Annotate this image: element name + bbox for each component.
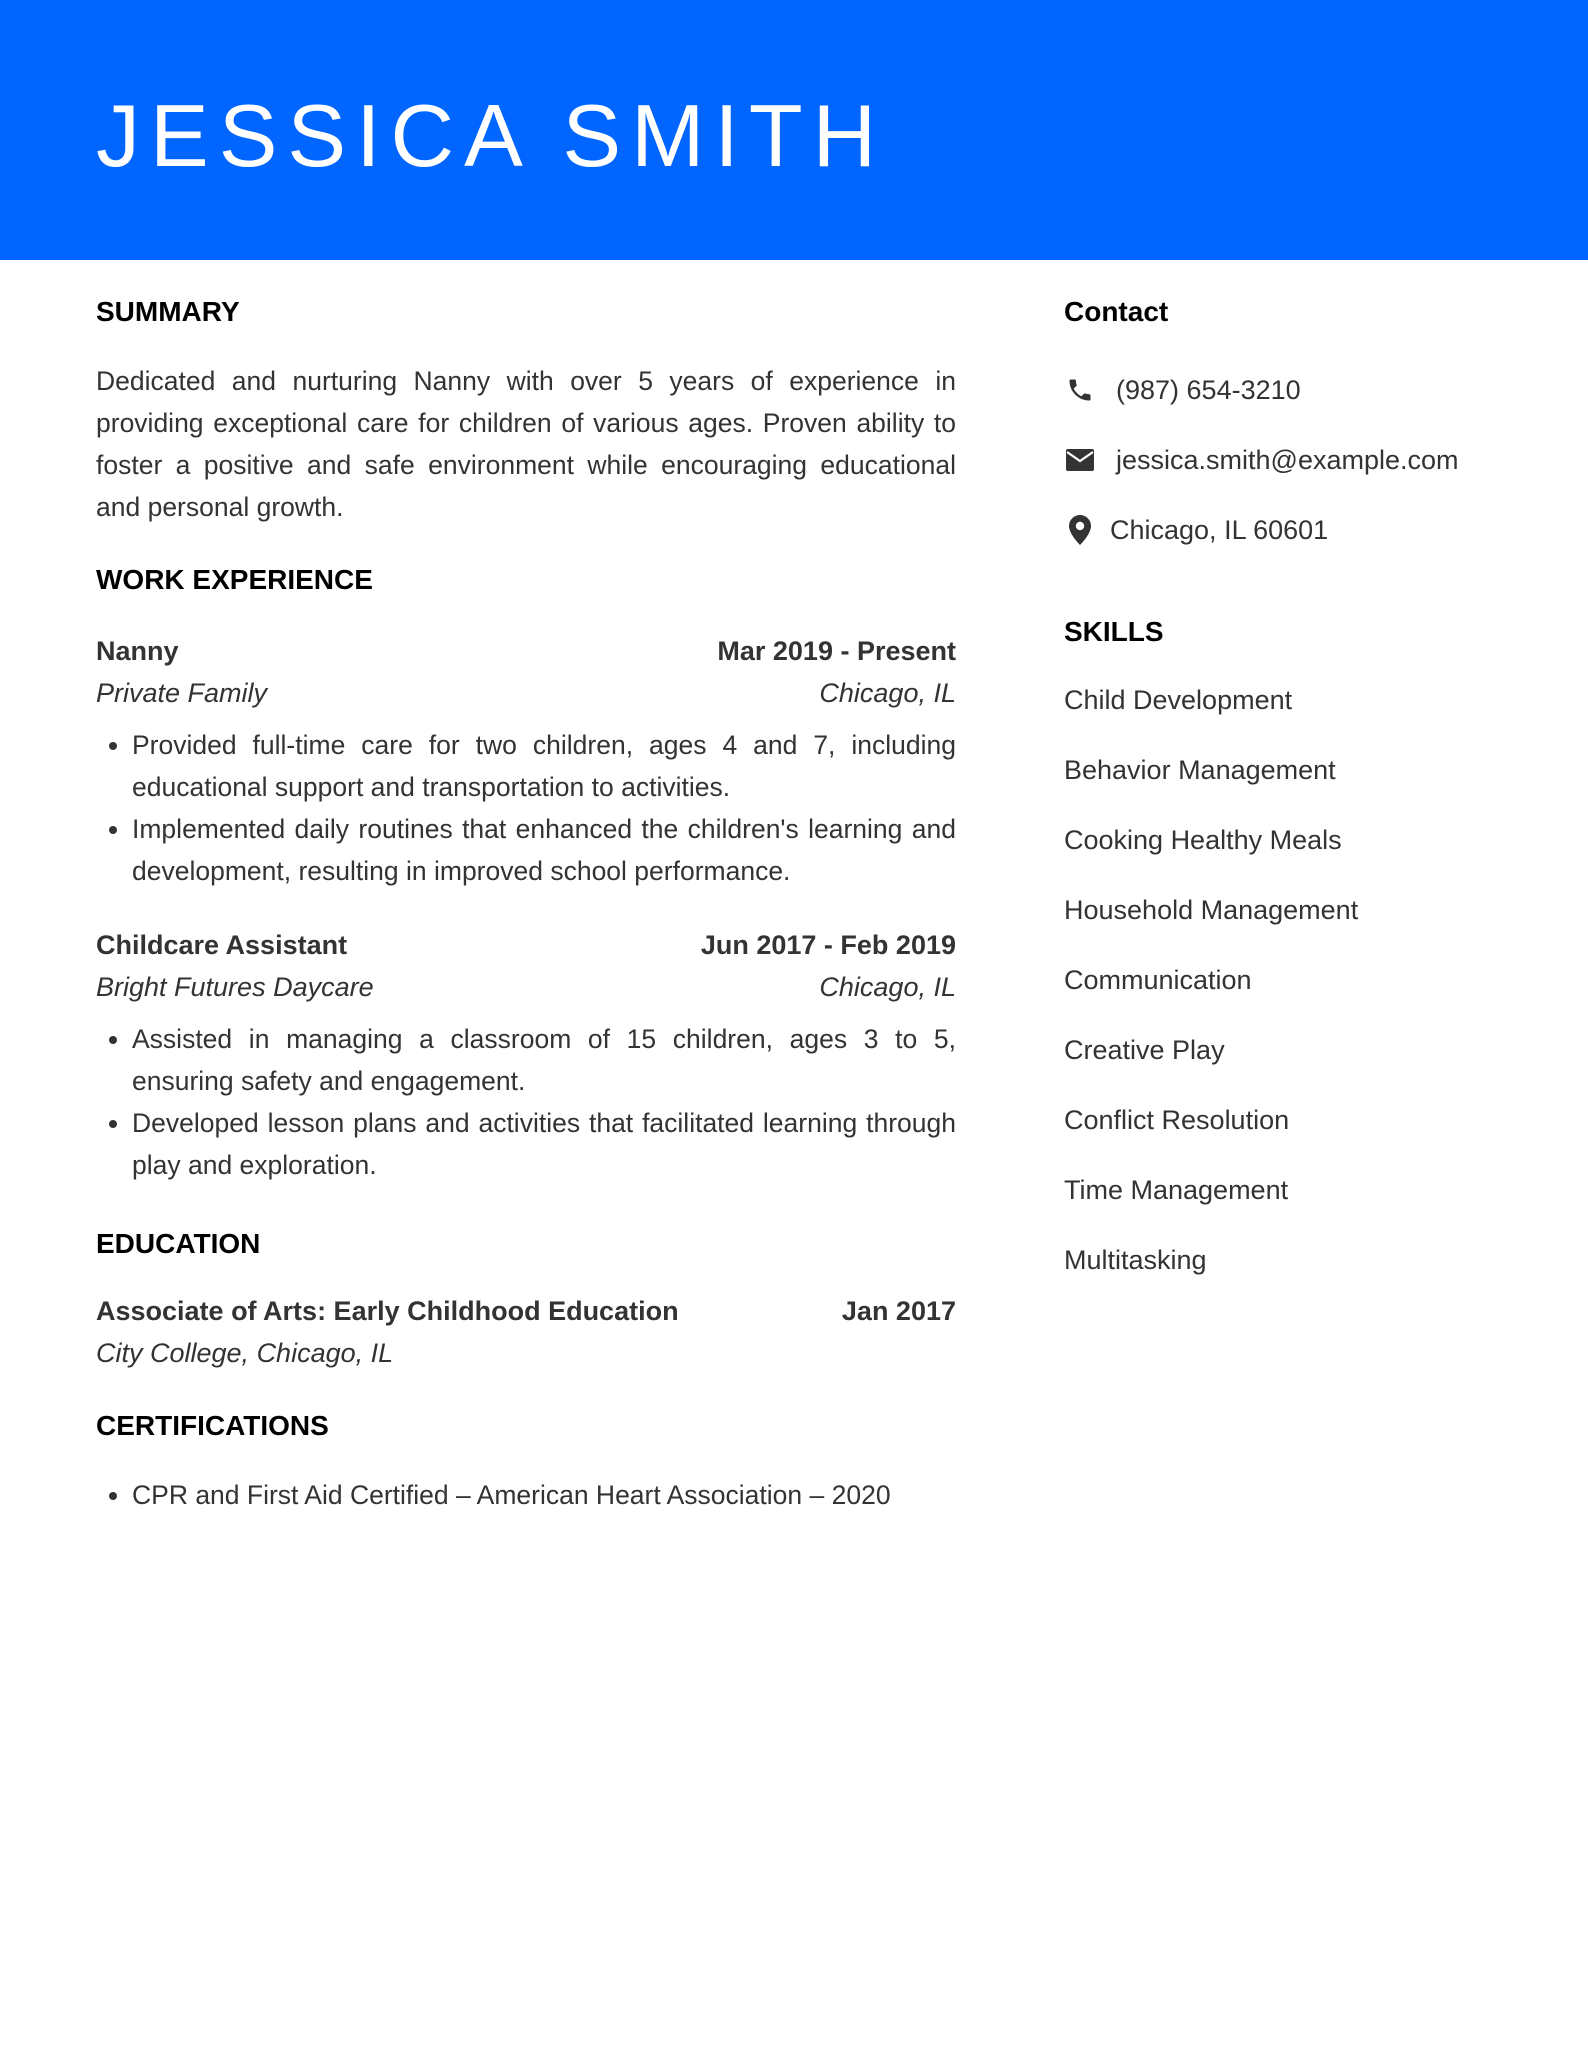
contact-location bbox=[1064, 512, 1524, 548]
contact-location-text: Chicago, IL 60601 bbox=[1110, 515, 1329, 545]
education-subheader bbox=[96, 1332, 956, 1374]
envelope-icon bbox=[1064, 444, 1096, 476]
job-dates: Mar 2019 - Present bbox=[717, 636, 956, 666]
education-degree: Associate of Arts: Early Childhood Education bbox=[96, 1296, 679, 1326]
job-bullet: • Developed lesson plans and activities that facilitated learning through play and exploration. bbox=[132, 1102, 956, 1186]
skill-item: Behavior Management bbox=[1064, 755, 1336, 785]
job-employer: Bright Futures Daycare bbox=[96, 972, 374, 1002]
summary-text: Dedicated and nurturing Nanny with over 5 years of experience in providing exceptional care for children of various ages. Proven ability to foster a positive and safe environment while encouraging educational and personal growth. bbox=[96, 366, 956, 522]
contact-email bbox=[1064, 442, 1524, 478]
skill-item: Multitasking bbox=[1064, 1245, 1207, 1275]
certifications-list bbox=[96, 1474, 956, 1516]
contact-phone bbox=[1064, 372, 1524, 408]
skill-item: Time Management bbox=[1064, 1175, 1289, 1205]
sidebar-column bbox=[1064, 294, 1524, 1278]
education-entry bbox=[96, 1290, 956, 1374]
job-bullet: • Implemented daily routines that enhanced the children's learning and development, resulting in improved school performance. bbox=[132, 808, 956, 892]
job-dates: Jun 2017 - Feb 2019 bbox=[700, 930, 956, 960]
skills-list bbox=[1064, 682, 1524, 1278]
job-header bbox=[96, 630, 956, 672]
job-employer: Private Family bbox=[96, 678, 268, 708]
job-bullets bbox=[96, 1018, 956, 1186]
job-location: Chicago, IL bbox=[819, 678, 956, 708]
job-location: Chicago, IL bbox=[819, 972, 956, 1002]
contact-heading: Contact bbox=[1064, 296, 1169, 327]
job-subheader bbox=[96, 966, 956, 1008]
job-bullet: • Assisted in managing a classroom of 15 children, ages 3 to 5, ensuring safety and engagement. bbox=[132, 1018, 956, 1102]
education-date: Jan 2017 bbox=[841, 1296, 956, 1326]
job-bullet: • Provided full-time care for two children, ages 4 and 7, including educational support and transportation to activities. bbox=[132, 724, 956, 808]
job-entry bbox=[96, 924, 956, 1186]
contact-email-text[interactable]: jessica.smith@example.com bbox=[1116, 445, 1459, 475]
map-pin-icon bbox=[1064, 514, 1096, 546]
job-role: Nanny bbox=[96, 636, 179, 666]
skill-item: Child Development bbox=[1064, 685, 1293, 715]
phone-icon bbox=[1064, 374, 1096, 406]
certifications-heading: CERTIFICATIONS bbox=[96, 1410, 329, 1441]
candidate-name: JESSICA SMITH bbox=[96, 86, 887, 185]
main-column bbox=[96, 294, 956, 1516]
education-school: City College, Chicago, IL bbox=[96, 1338, 394, 1368]
header-banner bbox=[0, 0, 1588, 260]
work-experience-heading: WORK EXPERIENCE bbox=[96, 564, 373, 595]
job-header bbox=[96, 924, 956, 966]
education-heading: EDUCATION bbox=[96, 1228, 261, 1259]
skills-heading: SKILLS bbox=[1064, 616, 1164, 647]
summary-heading: SUMMARY bbox=[96, 296, 240, 327]
job-role: Childcare Assistant bbox=[96, 930, 348, 960]
education-header bbox=[96, 1290, 956, 1332]
job-entry bbox=[96, 630, 956, 892]
job-subheader bbox=[96, 672, 956, 714]
skill-item: Communication bbox=[1064, 965, 1252, 995]
contact-phone-text: (987) 654-3210 bbox=[1116, 375, 1301, 405]
certification-item: • CPR and First Aid Certified – American Heart Association – 2020 bbox=[132, 1474, 956, 1516]
skill-item: Household Management bbox=[1064, 895, 1359, 925]
job-bullets bbox=[96, 724, 956, 892]
skill-item: Conflict Resolution bbox=[1064, 1105, 1290, 1135]
skill-item: Creative Play bbox=[1064, 1035, 1225, 1065]
skill-item: Cooking Healthy Meals bbox=[1064, 825, 1342, 855]
